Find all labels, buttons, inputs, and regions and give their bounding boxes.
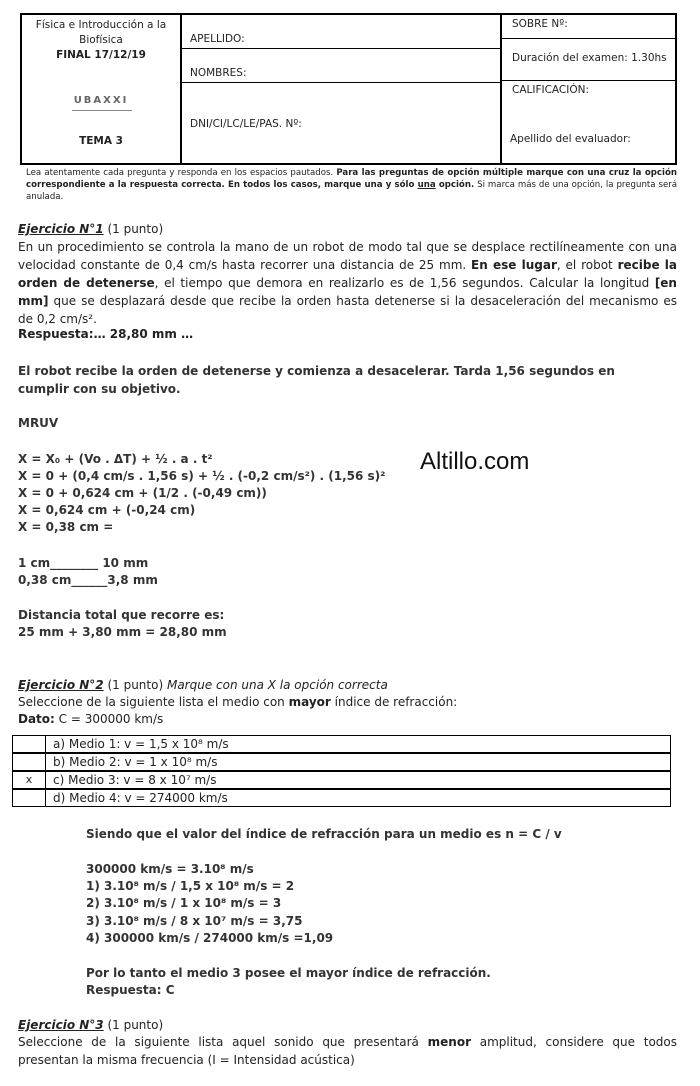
ubaxxi-logo: UBAXXI (73, 95, 129, 106)
ex2-question (18, 693, 457, 711)
ex3-title: Ejercicio N°3 (18, 1018, 104, 1032)
ex3-bold: menor (427, 1035, 471, 1049)
ex2-solution: 300000 km/s = 3.10⁸ m/s (86, 862, 254, 876)
option-mark[interactable] (13, 736, 46, 752)
ex1-eq: X = 0,38 cm = (18, 520, 114, 534)
ex2-solution: Siendo que el valor del índice de refracción para un medio es n = C / v (86, 827, 562, 841)
ex2-answer: Respuesta: C (86, 983, 175, 997)
ex1-total-label: Distancia total que recorre es: (18, 608, 225, 622)
watermark: Altillo.com (420, 448, 530, 475)
dni-field[interactable]: DNI/CI/LC/LE/PAS. Nº: (190, 118, 302, 130)
ex1-eq: X = 0,624 cm + (-0,24 cm) (18, 503, 196, 517)
instructions-bold: opción. (435, 180, 475, 190)
option-mark[interactable] (13, 754, 46, 770)
ex1-text: , el tiempo que demora en realizarlo es de 1,56 segundos. Calcular la longitud (154, 276, 655, 290)
ex2-dato (18, 710, 163, 728)
ex1-mruv: MRUV (18, 416, 59, 430)
divider (182, 82, 500, 83)
ex2-solution: 2) 3.10⁸ m/s / 1 x 10⁸ m/s = 3 (86, 896, 282, 910)
divider (502, 80, 675, 81)
ex2-text: Seleccione de la siguiente lista el medio con (18, 695, 289, 709)
tema-label: TEMA 3 (79, 135, 123, 147)
ex2-solution: 1) 3.10⁸ m/s / 1,5 x 10⁸ m/s = 2 (86, 879, 295, 893)
instructions-text: Lea atentamente cada pregunta y responda en los espacios pautados. (26, 168, 337, 178)
instructions (26, 167, 677, 203)
course-cell (22, 15, 182, 163)
ex1-bold: [en mm] (18, 276, 677, 308)
option-row-d[interactable] (12, 789, 671, 807)
divider (502, 38, 675, 39)
calificacion-field[interactable]: CALIFICACIÓN: (512, 84, 590, 96)
apellido-field[interactable]: APELLIDO: (190, 33, 245, 45)
ex2-text: índice de refracción: (330, 695, 458, 709)
grading-cell (500, 15, 675, 163)
course-title: Física e Introducción a la Biofísica (35, 19, 167, 46)
ex1-answer: Respuesta:… 28,80 mm … (18, 327, 194, 341)
instructions-text: Si marca más de una opción, la pregunta será anulada. (26, 180, 678, 202)
ex1-eq: X = X₀ + (Vo . ΔT) + ½ . a . t² (18, 452, 213, 466)
ex2-solution: 4) 300000 km/s / 274000 km/s =1,09 (86, 931, 334, 945)
sobre-field[interactable]: SOBRE Nº: (512, 18, 568, 30)
ex2-instruction: Marque con una X la opción correcta (166, 678, 388, 692)
ex2-solution: 3) 3.10⁸ m/s / 8 x 10⁷ m/s = 3,75 (86, 914, 303, 928)
option-row-c[interactable] (12, 771, 671, 789)
option-row-a[interactable] (12, 735, 671, 753)
logo-underline (72, 110, 132, 111)
option-mark[interactable]: x (13, 772, 46, 788)
ex1-points: (1 punto) (103, 222, 164, 236)
ex1-heading (18, 220, 163, 238)
ex1-eq: X = 0 + (0,4 cm/s . 1,56 s) + ½ . (-0,2 cm/s²) . (1,56 s)² (18, 469, 386, 483)
ex1-bold: En ese lugar (471, 258, 557, 272)
divider (182, 48, 500, 49)
ex1-bold: recibe la orden de detenerse (18, 258, 678, 290)
ex1-conversion: 1 cm________ 10 mm (18, 556, 149, 570)
ex2-conclusion: Por lo tanto el medio 3 posee el mayor índice de refracción. (86, 966, 491, 980)
ex3-points: (1 punto) (103, 1018, 164, 1032)
ex1-total: 25 mm + 3,80 mm = 28,80 mm (18, 625, 227, 639)
ex2-title: Ejercicio N°2 (18, 678, 104, 692)
ex1-text: En un procedimiento se controla la mano de un robot de modo tal que se desplace rectilíneamente con una velocidad constante de 0,4 cm/s hasta recorrer una distancia de 25 mm. (18, 240, 677, 272)
option-mark[interactable] (13, 790, 46, 806)
ex3-heading (18, 1016, 163, 1034)
instructions-underline: una (417, 180, 436, 190)
ex2-dato-value: C = 300000 km/s (54, 712, 164, 726)
option-text: b) Medio 2: v = 1 x 10⁸ m/s (53, 755, 218, 769)
ex2-heading (18, 676, 388, 694)
option-text: d) Medio 4: v = 274000 km/s (53, 791, 228, 805)
instructions-bold: Para las preguntas de opción múltiple marque con una cruz la opción correspondiente a la respuesta correcta. En todos los casos, marque una y sólo (26, 168, 677, 190)
ex3-text: Seleccione de la siguiente lista aquel sonido que presentará (18, 1035, 428, 1049)
option-row-b[interactable] (12, 753, 671, 771)
ex1-title: Ejercicio N°1 (18, 222, 104, 236)
ex2-points: (1 punto) (103, 678, 167, 692)
ex1-statement (18, 238, 677, 328)
ex2-dato-label: Dato: (18, 712, 55, 726)
header-table (20, 13, 677, 165)
ex1-text: que se desplazará desde que recibe la orden hasta detenerse si la desaceleración del mecanismo es de 0,2 cm/s². (18, 294, 677, 326)
exam-date: FINAL 17/12/19 (56, 49, 146, 61)
ex3-question (18, 1033, 677, 1069)
ex1-text: , el robot (556, 258, 618, 272)
ex1-explanation: El robot recibe la orden de detenerse y comienza a desacelerar. Tarda 1,56 segundos en cumplir con su objetivo. (18, 364, 615, 396)
ex3-text: amplitud, considere que todos presentan la misma frecuencia (I = Intensidad acústica) (18, 1035, 678, 1067)
duracion-label: Duración del examen: 1.30hs (512, 52, 667, 64)
ex1-conversion: 0,38 cm______3,8 mm (18, 573, 158, 587)
ex1-eq: X = 0 + 0,624 cm + (1/2 . (-0,49 cm)) (18, 486, 267, 500)
ex2-bold: mayor (288, 695, 331, 709)
nombres-field[interactable]: NOMBRES: (190, 67, 247, 79)
option-text: c) Medio 3: v = 8 x 10⁷ m/s (53, 773, 217, 787)
option-text: a) Medio 1: v = 1,5 x 10⁸ m/s (53, 737, 229, 751)
evaluador-field[interactable]: Apellido del evaluador: (510, 133, 631, 145)
